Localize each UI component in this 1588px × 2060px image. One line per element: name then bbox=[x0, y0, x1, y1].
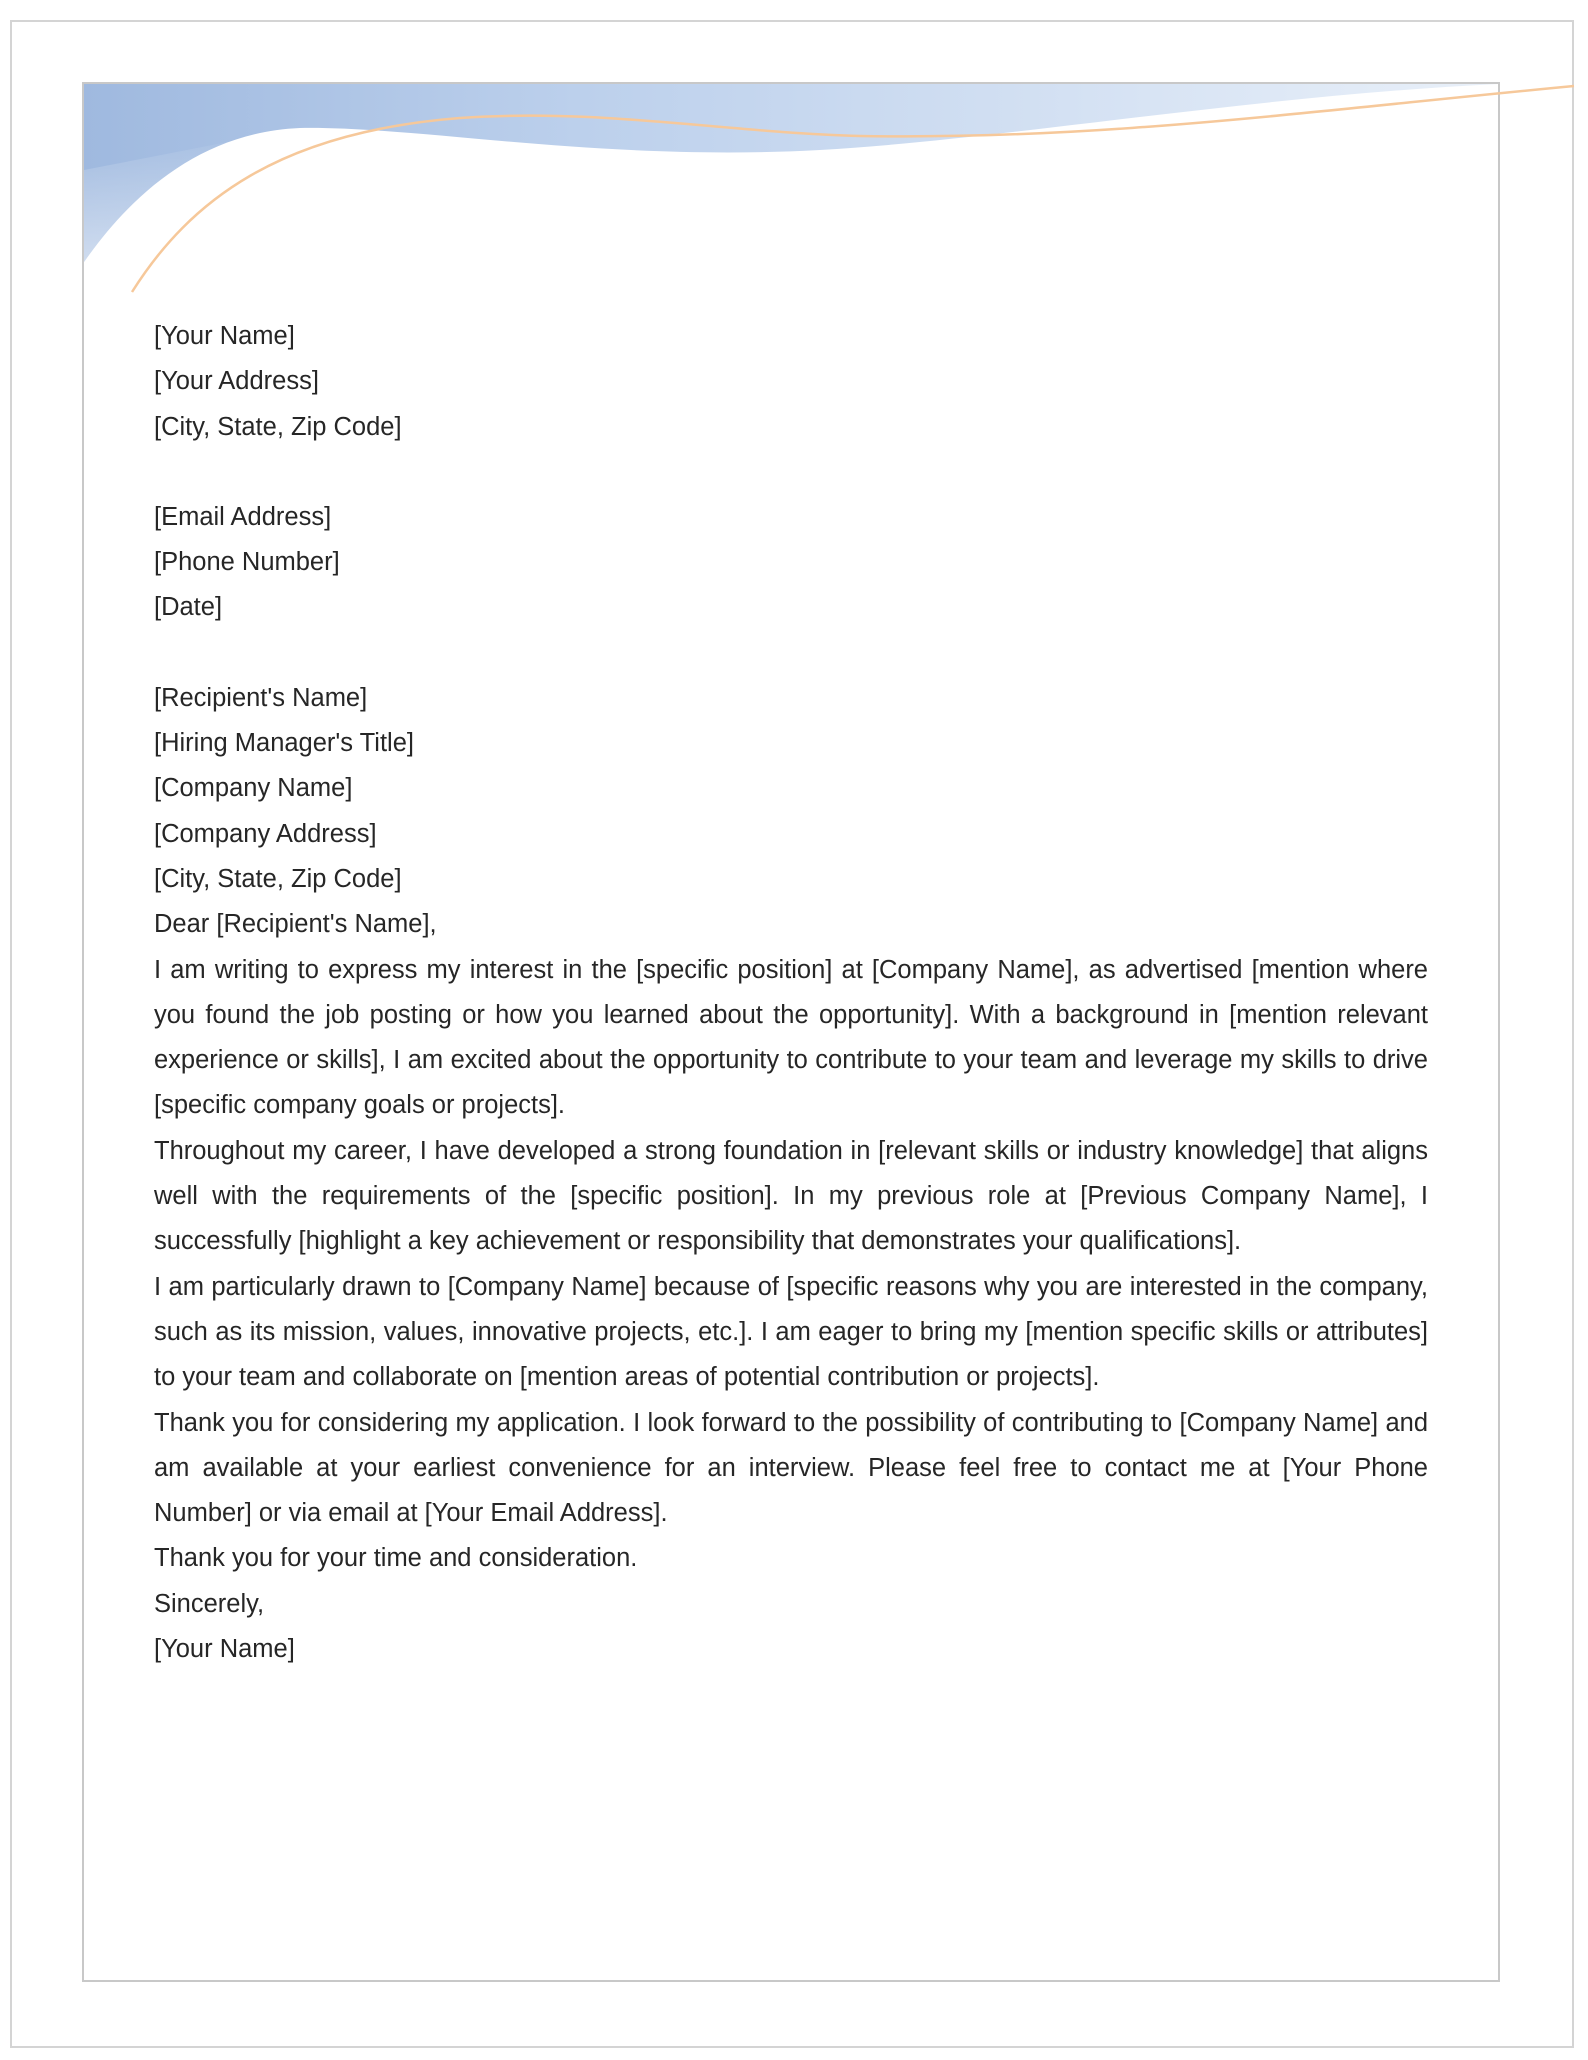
header-wave-decoration bbox=[0, 0, 1588, 320]
salutation: Dear [Recipient's Name], bbox=[154, 910, 437, 939]
paragraph-thanks: Thank you for considering my application. I look forward to the possibility of contributing to [Company Name] and am available at your earliest convenience for an interview. Please feel free to contact me at [Your Phone Number] or via email at [Your Email Address]. bbox=[154, 1408, 1428, 1528]
letter-date: [Date] bbox=[154, 593, 223, 622]
paragraph-experience: Throughout my career, I have developed a strong foundation in [relevant skills or industry knowledge] that aligns well with the requirements of the [specific position]. In my previous role at [Previous Company Name], I successfully [highlight a key achievement or responsibility that demonstrates your qualifications]. bbox=[154, 1136, 1428, 1256]
sender-name: [Your Name] bbox=[154, 322, 295, 350]
sender-email: [Email Address] bbox=[154, 502, 332, 531]
recipient-company: [Company Name] bbox=[154, 774, 353, 803]
recipient-address: [Company Address] bbox=[154, 819, 377, 848]
signature: [Your Name] bbox=[154, 1635, 295, 1664]
paragraph-intro: I am writing to express my interest in the [specific position] at [Company Name], as advertised [mention where you found the job posting or how you learned about the opportunity]. With a background in [mention relevant experience or skills], I am excited about the opportunity to contribute to your team and leverage my skills to drive [specific company goals or projects]. bbox=[154, 955, 1428, 1120]
spacer bbox=[154, 450, 1428, 495]
spacer bbox=[154, 631, 1428, 676]
closing-thanks: Thank you for your time and consideration. bbox=[154, 1544, 638, 1573]
paragraph-motivation: I am particularly drawn to [Company Name] because of [specific reasons why you are interested in the company, such as its mission, values, innovative projects, etc.]. I am eager to bring my [mention specific skills or attributes] to your team and collaborate on [mention areas of potential contribution or projects]. bbox=[154, 1272, 1428, 1392]
sender-phone: [Phone Number] bbox=[154, 548, 340, 577]
recipient-title: [Hiring Manager's Title] bbox=[154, 729, 414, 758]
recipient-name: [Recipient's Name] bbox=[154, 683, 368, 712]
sender-city-state-zip: [City, State, Zip Code] bbox=[154, 412, 402, 441]
blue-wave-band bbox=[84, 84, 1498, 262]
letter-body bbox=[154, 314, 1428, 1672]
sender-address: [Your Address] bbox=[154, 367, 319, 396]
closing: Sincerely, bbox=[154, 1589, 265, 1618]
recipient-city-state-zip: [City, State, Zip Code] bbox=[154, 864, 402, 893]
